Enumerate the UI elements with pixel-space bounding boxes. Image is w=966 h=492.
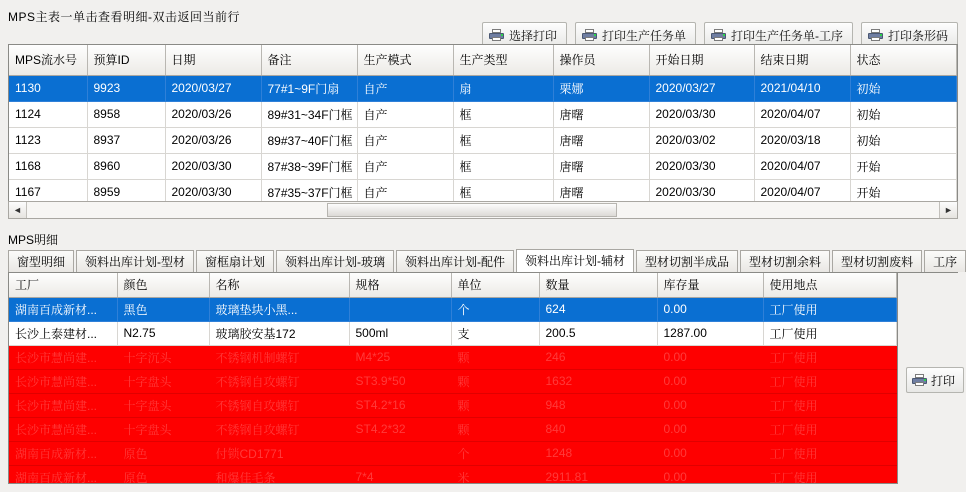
cell-stock: 0.00: [657, 297, 763, 321]
tab-profile-cut-remnant[interactable]: 型材切割余料: [740, 250, 830, 272]
master-grid[interactable]: [8, 44, 958, 219]
cell-production-type: 框: [453, 127, 553, 153]
col-date[interactable]: 日期: [165, 45, 261, 75]
cell-remark: 77#1~9F门扇: [261, 75, 357, 101]
cell-operator: 唐曙: [553, 127, 649, 153]
col-quantity[interactable]: 数量: [539, 273, 657, 297]
col-budget-id[interactable]: 预算ID: [87, 45, 165, 75]
cell-status: 开始: [850, 179, 957, 205]
cell-quantity: 840: [539, 417, 657, 441]
col-name[interactable]: 名称: [209, 273, 349, 297]
cell-color: 十字盘头: [117, 417, 209, 441]
cell-date: 2020/03/27: [165, 75, 261, 101]
cell-end-date: 2021/04/10: [754, 75, 850, 101]
table-row[interactable]: [9, 297, 897, 321]
col-color[interactable]: 颜色: [117, 273, 209, 297]
cell-usage-location: 工厂使用: [763, 417, 897, 441]
cell-usage-location: 工厂使用: [763, 345, 897, 369]
master-grid-table: [9, 45, 957, 206]
tab-profile-cut-semi[interactable]: 型材切割半成品: [636, 250, 738, 272]
tab-frame-sash-plan[interactable]: 窗框扇计划: [196, 250, 274, 272]
cell-unit: 颗: [451, 417, 539, 441]
cell-production-mode: 自产: [357, 127, 453, 153]
cell-unit: 支: [451, 321, 539, 345]
tab-material-out-accessory[interactable]: 领料出库计划-配件: [396, 250, 514, 272]
print-barcode-label: 打印条形码: [887, 28, 948, 43]
cell-remark: 87#35~37F门框: [261, 179, 357, 205]
cell-start-date: 2020/03/27: [649, 75, 754, 101]
cell-end-date: 2020/03/18: [754, 127, 850, 153]
print-production-order-label: 打印生产任务单: [601, 28, 686, 43]
cell-name: 不锈钢自攻螺钉: [209, 369, 349, 393]
cell-start-date: 2020/03/30: [649, 179, 754, 205]
cell-stock: 0.00: [657, 465, 763, 484]
cell-factory: 长沙市慧尚建...: [9, 345, 117, 369]
col-end-date[interactable]: 结束日期: [754, 45, 850, 75]
cell-end-date: 2020/04/07: [754, 101, 850, 127]
table-row[interactable]: [9, 321, 897, 345]
cell-usage-location: 工厂使用: [763, 441, 897, 465]
cell-budget-id: 8937: [87, 127, 165, 153]
cell-color: 十字沉头: [117, 345, 209, 369]
printer-icon: [868, 29, 883, 41]
cell-start-date: 2020/03/30: [649, 153, 754, 179]
table-row[interactable]: [9, 345, 897, 369]
table-row[interactable]: [9, 369, 897, 393]
cell-factory: 长沙上泰建材...: [9, 321, 117, 345]
col-unit[interactable]: 单位: [451, 273, 539, 297]
cell-stock: 0.00: [657, 345, 763, 369]
cell-factory: 长沙市慧尚建...: [9, 369, 117, 393]
cell-date: 2020/03/26: [165, 127, 261, 153]
cell-usage-location: 工厂使用: [763, 297, 897, 321]
cell-budget-id: 9923: [87, 75, 165, 101]
table-row[interactable]: [9, 393, 897, 417]
cell-usage-location: 工厂使用: [763, 393, 897, 417]
cell-unit: 米: [451, 465, 539, 484]
cell-name: 不锈钢自攻螺钉: [209, 417, 349, 441]
col-mps-serial[interactable]: MPS流水号: [9, 45, 87, 75]
master-grid-horizontal-scrollbar[interactable]: [8, 201, 958, 219]
cell-unit: 颗: [451, 345, 539, 369]
table-row[interactable]: [9, 153, 957, 179]
col-production-mode[interactable]: 生产模式: [357, 45, 453, 75]
cell-factory: 湖南百成新材...: [9, 465, 117, 484]
master-header-row: [9, 45, 957, 75]
cell-production-type: 扇: [453, 75, 553, 101]
cell-operator: 栗娜: [553, 75, 649, 101]
scroll-left-arrow-icon[interactable]: ◄: [9, 202, 27, 218]
cell-spec: 500ml: [349, 321, 451, 345]
col-factory[interactable]: 工厂: [9, 273, 117, 297]
detail-section-title: MPS明细: [8, 233, 59, 247]
cell-production-mode: 自产: [357, 153, 453, 179]
cell-mps-serial: 1130: [9, 75, 87, 101]
cell-stock: 0.00: [657, 393, 763, 417]
cell-mps-serial: 1167: [9, 179, 87, 205]
cell-stock: 1287.00: [657, 321, 763, 345]
cell-budget-id: 8958: [87, 101, 165, 127]
cell-color: 原色: [117, 441, 209, 465]
cell-name: 付锁CD1771: [209, 441, 349, 465]
tab-window-detail[interactable]: 窗型明细: [8, 250, 74, 272]
detail-header-row: [9, 273, 897, 297]
cell-mps-serial: 1168: [9, 153, 87, 179]
cell-start-date: 2020/03/30: [649, 101, 754, 127]
scrollbar-thumb[interactable]: [327, 203, 617, 217]
cell-spec: 7*4: [349, 465, 451, 484]
table-row[interactable]: [9, 465, 897, 484]
scroll-right-arrow-icon[interactable]: ►: [939, 202, 957, 218]
cell-production-mode: 自产: [357, 179, 453, 205]
cell-end-date: 2020/04/07: [754, 179, 850, 205]
cell-operator: 唐曙: [553, 153, 649, 179]
cell-remark: 89#31~34F门框: [261, 101, 357, 127]
cell-status: 初始: [850, 75, 957, 101]
col-status[interactable]: 状态: [850, 45, 957, 75]
printer-icon: [582, 29, 597, 41]
col-operator[interactable]: 操作员: [553, 45, 649, 75]
cell-quantity: 1248: [539, 441, 657, 465]
cell-name: 玻璃垫块小黑...: [209, 297, 349, 321]
detail-print-label: 打印: [931, 373, 956, 388]
cell-name: 不锈钢机制螺钉: [209, 345, 349, 369]
tab-profile-cut-waste[interactable]: 型材切割废料: [832, 250, 922, 272]
table-row[interactable]: [9, 417, 897, 441]
cell-production-type: 框: [453, 101, 553, 127]
cell-remark: 87#38~39F门框: [261, 153, 357, 179]
cell-usage-location: 工厂使用: [763, 465, 897, 484]
cell-operator: 唐曙: [553, 101, 649, 127]
cell-usage-location: 工厂使用: [763, 369, 897, 393]
cell-color: N2.75: [117, 321, 209, 345]
cell-production-mode: 自产: [357, 75, 453, 101]
cell-color: 十字盘头: [117, 369, 209, 393]
cell-factory: 湖南百成新材...: [9, 441, 117, 465]
col-start-date[interactable]: 开始日期: [649, 45, 754, 75]
detail-tabs: [8, 249, 958, 273]
table-row[interactable]: [9, 127, 957, 153]
detail-print-button[interactable]: [906, 367, 964, 393]
col-production-type[interactable]: 生产类型: [453, 45, 553, 75]
cell-factory: 湖南百成新材...: [9, 297, 117, 321]
col-spec[interactable]: 规格: [349, 273, 451, 297]
cell-quantity: 624: [539, 297, 657, 321]
cell-status: 初始: [850, 127, 957, 153]
cell-start-date: 2020/03/02: [649, 127, 754, 153]
cell-name: 不锈钢自攻螺钉: [209, 393, 349, 417]
scrollbar-track[interactable]: [27, 202, 939, 218]
cell-spec: ST4.2*16: [349, 393, 451, 417]
cell-date: 2020/03/30: [165, 153, 261, 179]
cell-quantity: 246: [539, 345, 657, 369]
cell-stock: 0.00: [657, 441, 763, 465]
cell-production-mode: 自产: [357, 101, 453, 127]
cell-status: 初始: [850, 101, 957, 127]
cell-unit: 个: [451, 441, 539, 465]
printer-icon: [912, 374, 927, 386]
cell-date: 2020/03/30: [165, 179, 261, 205]
cell-stock: 0.00: [657, 417, 763, 441]
cell-spec: [349, 297, 451, 321]
cell-spec: M4*25: [349, 345, 451, 369]
cell-factory: 长沙市慧尚建...: [9, 417, 117, 441]
cell-unit: 颗: [451, 369, 539, 393]
cell-budget-id: 8959: [87, 179, 165, 205]
cell-usage-location: 工厂使用: [763, 321, 897, 345]
cell-name: 玻璃胶安基172: [209, 321, 349, 345]
cell-quantity: 2911.81: [539, 465, 657, 484]
table-row[interactable]: [9, 441, 897, 465]
cell-stock: 0.00: [657, 369, 763, 393]
cell-operator: 唐曙: [553, 179, 649, 205]
cell-color: 十字盘头: [117, 393, 209, 417]
cell-spec: ST3.9*50: [349, 369, 451, 393]
select-print-label: 选择打印: [508, 28, 557, 43]
table-row[interactable]: [9, 101, 957, 127]
tab-material-out-auxiliary[interactable]: 领料出库计划-辅材: [516, 249, 634, 273]
cell-spec: [349, 441, 451, 465]
cell-unit: 颗: [451, 393, 539, 417]
cell-spec: ST4.2*32: [349, 417, 451, 441]
detail-grid[interactable]: [8, 272, 898, 484]
detail-grid-table: [9, 273, 897, 484]
page-title: MPS主表一单击查看明细-双击返回当前行: [8, 10, 241, 24]
printer-icon: [711, 29, 726, 41]
cell-color: 原色: [117, 465, 209, 484]
cell-quantity: 948: [539, 393, 657, 417]
cell-color: 黑色: [117, 297, 209, 321]
tab-material-out-glass[interactable]: 领料出库计划-玻璃: [276, 250, 394, 272]
cell-quantity: 1632: [539, 369, 657, 393]
col-remark[interactable]: 备注: [261, 45, 357, 75]
cell-mps-serial: 1123: [9, 127, 87, 153]
cell-factory: 长沙市慧尚建...: [9, 393, 117, 417]
cell-date: 2020/03/26: [165, 101, 261, 127]
col-stock[interactable]: 库存量: [657, 273, 763, 297]
printer-icon: [489, 29, 504, 41]
cell-mps-serial: 1124: [9, 101, 87, 127]
cell-unit: 个: [451, 297, 539, 321]
print-production-order-process-label: 打印生产任务单-工序: [730, 28, 843, 43]
cell-budget-id: 8960: [87, 153, 165, 179]
cell-name: 和爆佳毛条: [209, 465, 349, 484]
cell-production-type: 框: [453, 153, 553, 179]
cell-end-date: 2020/04/07: [754, 153, 850, 179]
cell-remark: 89#37~40F门框: [261, 127, 357, 153]
tab-material-out-profile[interactable]: 领料出库计划-型材: [76, 250, 194, 272]
col-usage-location[interactable]: 使用地点: [763, 273, 897, 297]
cell-status: 开始: [850, 153, 957, 179]
cell-quantity: 200.5: [539, 321, 657, 345]
tab-process[interactable]: 工序: [924, 250, 966, 272]
cell-production-type: 框: [453, 179, 553, 205]
table-row[interactable]: [9, 75, 957, 101]
